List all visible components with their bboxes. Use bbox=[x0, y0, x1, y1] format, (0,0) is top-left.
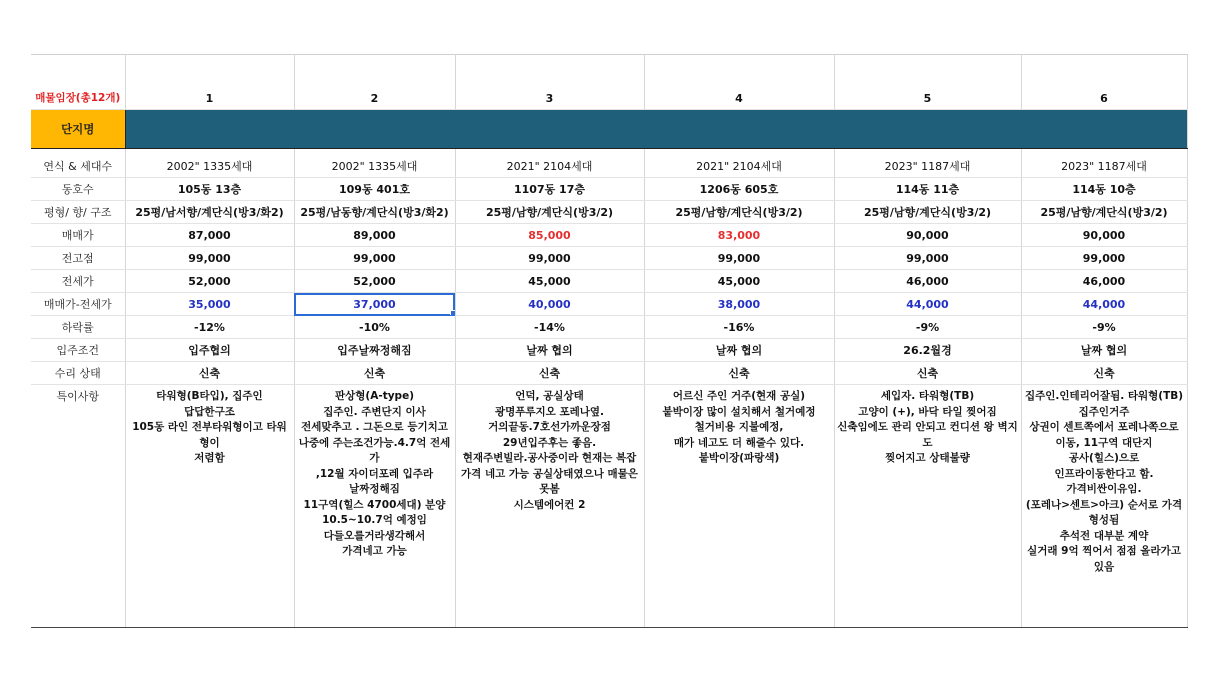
cell[interactable]: -12% bbox=[125, 316, 294, 339]
notes-cell[interactable] bbox=[294, 385, 455, 628]
note-line: 언덕, 공실상태 bbox=[515, 390, 584, 402]
column-number-4[interactable]: 4 bbox=[644, 55, 834, 110]
notes-label[interactable]: 특이사항 bbox=[31, 385, 125, 628]
cell[interactable]: 2023" 1187세대 bbox=[834, 155, 1021, 178]
row-label[interactable]: 평형/ 향/ 구조 bbox=[31, 201, 125, 224]
cell[interactable]: 90,000 bbox=[834, 224, 1021, 247]
note-line: 광명푸루지오 포레나옆. bbox=[494, 405, 605, 418]
repair-state-row bbox=[31, 362, 1187, 385]
note-line: 붙박이장 많이 설치해서 철거예정 bbox=[662, 405, 816, 418]
cell[interactable]: 날짜 협의 bbox=[1021, 339, 1187, 362]
cell[interactable]: 99,000 bbox=[455, 247, 644, 270]
row-label[interactable]: 연식 & 세대수 bbox=[31, 155, 125, 178]
note-line: ,12월 자이더포레 입주라 bbox=[315, 467, 434, 480]
cell[interactable]: 신축 bbox=[834, 362, 1021, 385]
cell[interactable]: 2002" 1335세대 bbox=[125, 155, 294, 178]
header-label-cell[interactable]: 매물임장(총12개) bbox=[31, 55, 125, 110]
note-line: 못봄 bbox=[539, 483, 560, 495]
note-line: 붙박이장(파랑색) bbox=[698, 452, 780, 464]
cell[interactable]: 35,000 bbox=[125, 293, 294, 316]
cell[interactable]: -9% bbox=[834, 316, 1021, 339]
gap-row bbox=[31, 293, 1187, 316]
cell[interactable]: 99,000 bbox=[294, 247, 455, 270]
note-line: 세입자. 타워형(TB) bbox=[880, 390, 975, 402]
cell[interactable]: 40,000 bbox=[455, 293, 644, 316]
row-label[interactable]: 매매가-전세가 bbox=[31, 293, 125, 316]
note-line: 찢어지고 상태불량 bbox=[885, 452, 970, 464]
cell[interactable]: 신축 bbox=[1021, 362, 1187, 385]
cell[interactable]: 입주날짜정해짐 bbox=[294, 339, 455, 362]
jeonse-price-row bbox=[31, 270, 1187, 293]
complex-name-band[interactable] bbox=[125, 110, 1187, 149]
note-line: 형성됨 bbox=[1088, 514, 1120, 526]
cell[interactable]: 2002" 1335세대 bbox=[294, 155, 455, 178]
cell[interactable]: -9% bbox=[1021, 316, 1187, 339]
note-line: 29년입주후는 좋음. bbox=[502, 436, 597, 449]
note-line: 신축임에도 관리 안되고 컨디션 왕 벽지도 bbox=[837, 421, 1018, 449]
row-label[interactable]: 전고점 bbox=[31, 247, 125, 270]
column-number-5[interactable]: 5 bbox=[834, 55, 1021, 110]
note-line: 타워형(B타입), 집주인 bbox=[156, 390, 263, 402]
cell[interactable]: 신축 bbox=[125, 362, 294, 385]
sale-price-row bbox=[31, 224, 1187, 247]
cell[interactable]: 38,000 bbox=[644, 293, 834, 316]
notes-cell[interactable] bbox=[644, 385, 834, 628]
cell[interactable]: 26.2월경 bbox=[834, 339, 1021, 362]
cell[interactable]: 105동 13층 bbox=[125, 178, 294, 201]
cell[interactable]: 44,000 bbox=[834, 293, 1021, 316]
complex-name-row bbox=[31, 110, 1187, 149]
cell[interactable]: 85,000 bbox=[455, 224, 644, 247]
note-line: 10.5~10.7억 예정임 bbox=[322, 514, 427, 526]
note-line: 가격비싼이유임. bbox=[1066, 483, 1142, 495]
cell[interactable]: 2021" 2104세대 bbox=[455, 155, 644, 178]
cell[interactable]: 99,000 bbox=[644, 247, 834, 270]
cell[interactable]: 입주협의 bbox=[125, 339, 294, 362]
note-line: 11구역(힐스 4700세대) 분양 bbox=[303, 498, 446, 511]
note-line: 어르신 주인 거주(현재 공실) bbox=[672, 390, 806, 402]
cell[interactable]: 90,000 bbox=[1021, 224, 1187, 247]
cell[interactable]: 99,000 bbox=[834, 247, 1021, 270]
row-label[interactable]: 전세가 bbox=[31, 270, 125, 293]
cell[interactable]: 날짜 협의 bbox=[644, 339, 834, 362]
row-label[interactable]: 수리 상태 bbox=[31, 362, 125, 385]
header-row bbox=[31, 55, 1187, 110]
cell[interactable]: 2023" 1187세대 bbox=[1021, 155, 1187, 178]
note-line: 105동 라인 전부타워형이고 타워형이 bbox=[132, 421, 287, 449]
cell[interactable]: 1206동 605호 bbox=[644, 178, 834, 201]
note-line: 전세맞추고 . 그돈으로 등기치고 bbox=[301, 421, 448, 433]
row-label[interactable]: 매매가 bbox=[31, 224, 125, 247]
note-line: 저렴함 bbox=[194, 452, 225, 464]
unit-number-row bbox=[31, 178, 1187, 201]
note-line: (포레나>센트>아크) 순서로 가격 bbox=[1025, 498, 1183, 511]
cell[interactable]: 25평/남서향/계단식(방3/화2) bbox=[125, 201, 294, 224]
column-number-1[interactable]: 1 bbox=[125, 55, 294, 110]
cell[interactable]: 신축 bbox=[644, 362, 834, 385]
note-line: 가격네고 가능 bbox=[342, 545, 407, 557]
column-number-2[interactable]: 2 bbox=[294, 55, 455, 110]
cell[interactable]: 99,000 bbox=[125, 247, 294, 270]
notes-cell[interactable] bbox=[125, 385, 294, 628]
cell[interactable]: 114동 10층 bbox=[1021, 178, 1187, 201]
cell[interactable]: -14% bbox=[455, 316, 644, 339]
note-line: 고양이 (+), 바닥 타일 찢어짐 bbox=[858, 405, 997, 418]
cell[interactable]: 46,000 bbox=[834, 270, 1021, 293]
cell[interactable]: 44,000 bbox=[1021, 293, 1187, 316]
cell-text: 37,000 bbox=[353, 297, 396, 311]
note-line: 추석전 대부분 계약 bbox=[1059, 529, 1149, 542]
move-in-row bbox=[31, 339, 1187, 362]
cell[interactable]: 신축 bbox=[294, 362, 455, 385]
cell[interactable]: 25평/남동향/계단식(방3/화2) bbox=[294, 201, 455, 224]
note-line: 다들오를거라생각해서 bbox=[323, 529, 426, 542]
column-number-3[interactable]: 3 bbox=[455, 55, 644, 110]
note-line: 가격 네고 가능 공실상태였으나 매물은 bbox=[461, 467, 638, 480]
note-line: 나중에 주는조건가능.4.7억 전세가 bbox=[298, 436, 451, 464]
note-line: 상권이 센트쪽에서 포레나쪽으로 bbox=[1029, 421, 1179, 433]
cell[interactable]: 52,000 bbox=[294, 270, 455, 293]
note-line: 거의끝동.7호선가까운장점 bbox=[488, 421, 611, 433]
row-label[interactable]: 입주조건 bbox=[31, 339, 125, 362]
cell[interactable]: 83,000 bbox=[644, 224, 834, 247]
note-line: 철거비용 지불예정, bbox=[694, 421, 784, 433]
decline-rate-row bbox=[31, 316, 1187, 339]
year-units-row bbox=[31, 155, 1187, 178]
cell[interactable]: -10% bbox=[294, 316, 455, 339]
complex-name-label[interactable]: 단지명 bbox=[31, 110, 125, 149]
cell[interactable]: 45,000 bbox=[644, 270, 834, 293]
notes-cell[interactable] bbox=[834, 385, 1021, 628]
cell[interactable]: 25평/남향/계단식(방3/2) bbox=[455, 201, 644, 224]
cell[interactable]: 2021" 2104세대 bbox=[644, 155, 834, 178]
notes-cell[interactable] bbox=[1021, 385, 1187, 628]
cell[interactable]: 25평/남향/계단식(방3/2) bbox=[834, 201, 1021, 224]
cell[interactable]: 날짜 협의 bbox=[455, 339, 644, 362]
cell[interactable]: 46,000 bbox=[1021, 270, 1187, 293]
size-direction-row bbox=[31, 201, 1187, 224]
cell[interactable]: -16% bbox=[644, 316, 834, 339]
note-line: 집주인.인테리어잘됨. 타워형(TB) bbox=[1024, 390, 1184, 402]
note-line: 인프라이동한다고 함. bbox=[1054, 467, 1154, 480]
cell[interactable]: 109동 401호 bbox=[294, 178, 455, 201]
notes-cell[interactable] bbox=[455, 385, 644, 628]
column-number-6[interactable]: 6 bbox=[1021, 55, 1187, 110]
note-line: 공사(힐스)으로 bbox=[1068, 452, 1140, 464]
cell[interactable]: 25평/남향/계단식(방3/2) bbox=[644, 201, 834, 224]
row-label[interactable]: 동호수 bbox=[31, 178, 125, 201]
notes-row bbox=[31, 385, 1187, 628]
spreadsheet-table bbox=[31, 54, 1188, 628]
cell[interactable]: 25평/남향/계단식(방3/2) bbox=[1021, 201, 1187, 224]
note-line: 있음 bbox=[1093, 560, 1115, 573]
note-line: 날짜정해짐 bbox=[349, 483, 400, 495]
note-line: 판상형(A-type) bbox=[334, 390, 414, 402]
cell[interactable]: 신축 bbox=[455, 362, 644, 385]
cell[interactable]: 87,000 bbox=[125, 224, 294, 247]
note-line: 현재주변빌라.공사중이라 현재는 복잡 bbox=[462, 452, 637, 464]
cell[interactable]: 99,000 bbox=[1021, 247, 1187, 270]
cell[interactable]: 45,000 bbox=[455, 270, 644, 293]
note-line: 시스템에어컨 2 bbox=[513, 498, 586, 511]
note-line: 실거래 9억 찍어서 점점 올라가고 bbox=[1027, 545, 1181, 557]
cell[interactable]: 114동 11층 bbox=[834, 178, 1021, 201]
row-label[interactable]: 하락률 bbox=[31, 316, 125, 339]
cell[interactable]: 52,000 bbox=[125, 270, 294, 293]
fill-handle[interactable] bbox=[450, 310, 456, 316]
note-line: 집주인. 주변단지 이사 bbox=[323, 405, 426, 418]
previous-high-row bbox=[31, 247, 1187, 270]
note-line: 이동, 11구역 대단지 bbox=[1055, 436, 1153, 449]
selected-cell[interactable] bbox=[294, 293, 455, 316]
cell[interactable]: 1107동 17층 bbox=[455, 178, 644, 201]
note-line: 집주인거주 bbox=[1078, 405, 1130, 418]
note-line: 매가 네고도 더 해줄수 있다. bbox=[673, 436, 805, 449]
cell[interactable]: 89,000 bbox=[294, 224, 455, 247]
note-line: 답답한구조 bbox=[184, 405, 235, 418]
